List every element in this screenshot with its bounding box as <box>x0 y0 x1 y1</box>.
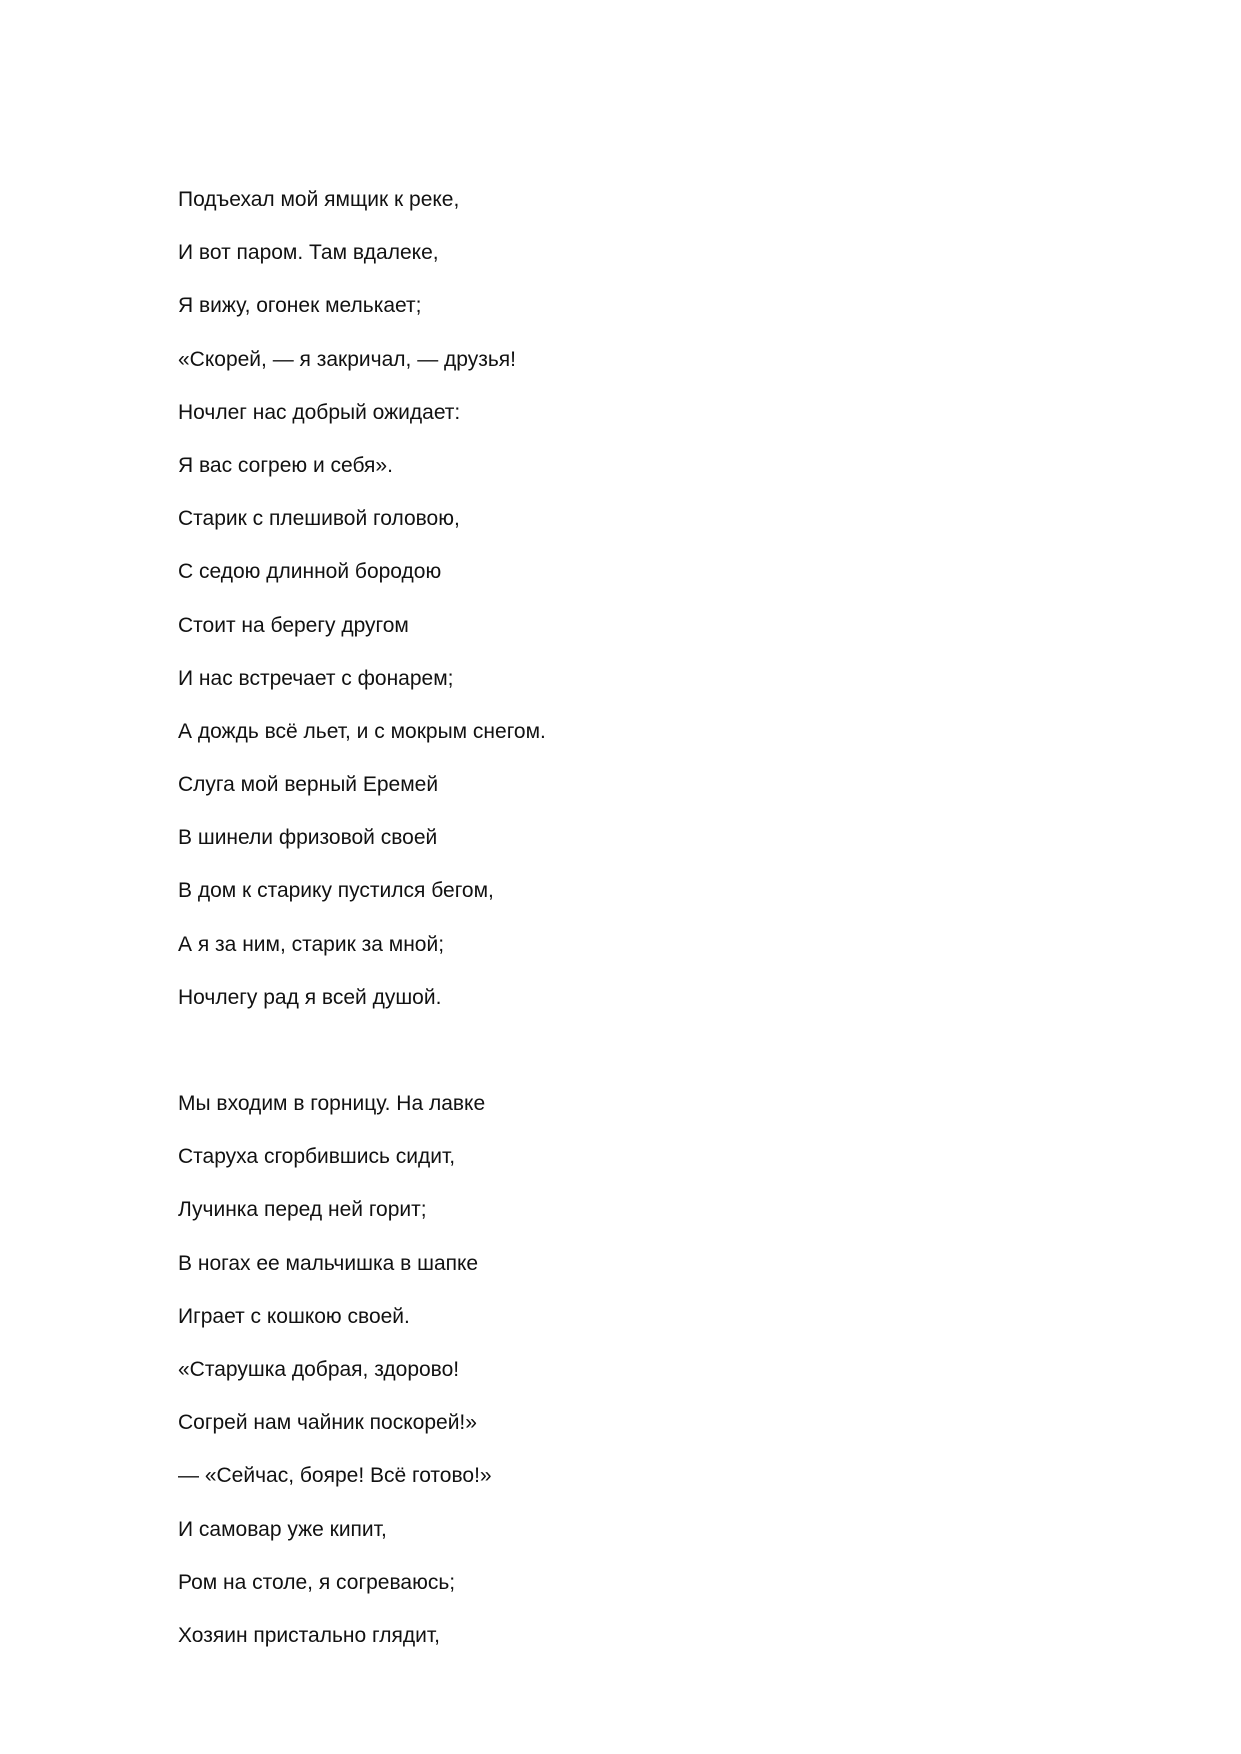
poem-line: — «Сейчас, бояре! Всё готово!» <box>178 1464 492 1488</box>
poem-stanza-1 <box>178 173 546 1024</box>
poem-line: Я вижу, огонек мелькает; <box>178 294 422 318</box>
poem-line: Лучинка перед ней горит; <box>178 1198 427 1222</box>
poem-line: И самовар уже кипит, <box>178 1517 387 1541</box>
poem-line: Я вас согрею и себя». <box>178 453 393 477</box>
poem-line: В дом к старику пустился бегом, <box>178 879 494 903</box>
poem-line: Ром на столе, я согреваюсь; <box>178 1570 456 1594</box>
poem-line: С седою длинной бородою <box>178 560 442 584</box>
poem-line: Старик с плешивой головою, <box>178 507 460 531</box>
poem-line: Ночлег нас добрый ожидает: <box>178 400 461 424</box>
poem-line: И нас встречает с фонарем; <box>178 666 454 690</box>
poem-line: «Старушка добрая, здорово! <box>178 1357 460 1381</box>
poem-stanza-2 <box>178 1077 492 1662</box>
poem-line: Согрей нам чайник поскорей!» <box>178 1411 477 1435</box>
poem-line: Хозяин пристально глядит, <box>178 1623 440 1647</box>
poem-line: А дождь всё льет, и с мокрым снегом. <box>178 719 546 743</box>
poem-line: Стоит на берегу другом <box>178 613 409 637</box>
poem-line: Ночлегу рад я всей душой. <box>178 985 442 1009</box>
poem-line: Играет с кошкою своей. <box>178 1304 410 1328</box>
poem-line: Старуха сгорбившись сидит, <box>178 1145 456 1169</box>
poem-line: Подъехал мой ямщик к реке, <box>178 188 460 211</box>
poem-line: «Скорей, — я закричал, — друзья! <box>178 347 516 371</box>
poem-line: Мы входим в горницу. На лавке <box>178 1092 486 1115</box>
poem-line: И вот паром. Там вдалеке, <box>178 241 439 265</box>
poem-line: А я за ним, старик за мной; <box>178 932 445 956</box>
poem-line: В шинели фризовой своей <box>178 826 438 850</box>
poem-line: Слуга мой верный Еремей <box>178 773 439 797</box>
poem-line: В ногах ее мальчишка в шапке <box>178 1251 479 1275</box>
